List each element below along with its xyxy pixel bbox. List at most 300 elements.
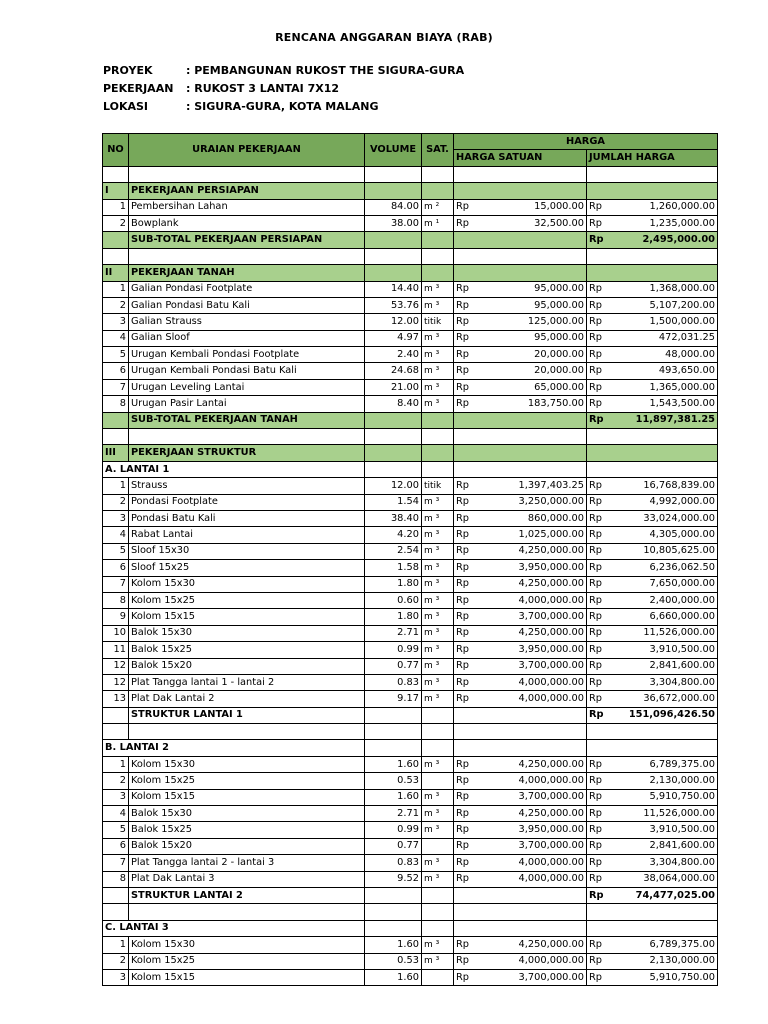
price-currency: Rp	[454, 658, 487, 674]
total-price: 1,500,000.00	[620, 314, 718, 330]
sat-cell	[422, 904, 454, 920]
item-volume: 1.60	[365, 969, 422, 985]
unit-price: 15,000.00	[487, 199, 587, 215]
subtotal-label: SUB-TOTAL PEKERJAAN PERSIAPAN	[129, 232, 365, 248]
total-currency: Rp	[587, 297, 620, 313]
volume-cell	[365, 707, 422, 723]
subtotal-amount: 151,096,426.50	[620, 707, 718, 723]
item-row	[103, 674, 718, 690]
item-number: 8	[103, 592, 129, 608]
total-cell	[587, 461, 718, 477]
sat-cell	[422, 920, 454, 936]
total-currency: Rp	[587, 969, 620, 985]
item-description: Strauss	[129, 478, 365, 494]
header-volume: VOLUME	[365, 134, 422, 167]
item-description: Balok 15x20	[129, 658, 365, 674]
volume-cell	[365, 166, 422, 182]
item-number: 5	[103, 822, 129, 838]
item-unit: m ³	[422, 592, 454, 608]
rab-body	[103, 166, 718, 986]
price-currency: Rp	[454, 756, 487, 772]
item-unit	[422, 969, 454, 985]
item-volume: 0.99	[365, 822, 422, 838]
item-unit: m ³	[422, 937, 454, 953]
item-description: Plat Tangga lantai 2 - lantai 3	[129, 855, 365, 871]
item-description: Kolom 15x15	[129, 609, 365, 625]
item-number: 12	[103, 658, 129, 674]
item-volume: 12.00	[365, 478, 422, 494]
item-volume: 1.58	[365, 560, 422, 576]
total-currency: Rp	[587, 937, 620, 953]
price-currency: Rp	[454, 855, 487, 871]
item-description: Urugan Kembali Pondasi Footplate	[129, 347, 365, 363]
item-unit: m ³	[422, 691, 454, 707]
price-cell	[454, 232, 587, 248]
item-unit: m ³	[422, 625, 454, 641]
item-volume: 21.00	[365, 379, 422, 395]
header-harga: HARGA	[454, 134, 718, 150]
total-price: 4,992,000.00	[620, 494, 718, 510]
unit-price: 4,000,000.00	[487, 871, 587, 887]
price-currency: Rp	[454, 691, 487, 707]
item-unit: m ³	[422, 396, 454, 412]
total-price: 16,768,839.00	[620, 478, 718, 494]
total-cell	[587, 445, 718, 461]
item-description: Urugan Leveling Lantai	[129, 379, 365, 395]
item-unit: m ³	[422, 363, 454, 379]
item-description: Rabat Lantai	[129, 527, 365, 543]
price-cell	[454, 920, 587, 936]
item-number: 3	[103, 969, 129, 985]
item-row	[103, 592, 718, 608]
item-number: 1	[103, 281, 129, 297]
item-number: 2	[103, 953, 129, 969]
unit-price: 183,750.00	[487, 396, 587, 412]
total-price: 5,910,750.00	[620, 969, 718, 985]
price-cell	[454, 429, 587, 445]
price-cell	[454, 904, 587, 920]
total-currency: Rp	[587, 625, 620, 641]
header-jumlah-harga: JUMLAH HARGA	[587, 150, 718, 166]
price-currency: Rp	[454, 838, 487, 854]
item-description: Plat Dak Lantai 3	[129, 871, 365, 887]
item-volume: 9.52	[365, 871, 422, 887]
price-cell	[454, 445, 587, 461]
total-price: 6,789,375.00	[620, 937, 718, 953]
sat-cell	[422, 232, 454, 248]
total-price: 33,024,000.00	[620, 510, 718, 526]
no-cell	[103, 412, 129, 428]
item-description: Urugan Kembali Pondasi Batu Kali	[129, 363, 365, 379]
total-cell	[587, 248, 718, 264]
group-title: C. LANTAI 3	[103, 920, 365, 936]
total-currency: Rp	[587, 527, 620, 543]
item-description: Kolom 15x15	[129, 969, 365, 985]
item-row	[103, 576, 718, 592]
item-unit: m ³	[422, 806, 454, 822]
unit-price: 4,000,000.00	[487, 691, 587, 707]
price-currency: Rp	[454, 576, 487, 592]
item-row	[103, 379, 718, 395]
price-currency: Rp	[454, 806, 487, 822]
total-price: 3,910,500.00	[620, 822, 718, 838]
item-number: 5	[103, 543, 129, 559]
subtotal-amount: 11,897,381.25	[620, 412, 718, 428]
item-description: Galian Strauss	[129, 314, 365, 330]
unit-price: 860,000.00	[487, 510, 587, 526]
volume-cell	[365, 232, 422, 248]
item-volume: 0.60	[365, 592, 422, 608]
item-description: Galian Sloof	[129, 330, 365, 346]
unit-price: 3,700,000.00	[487, 658, 587, 674]
volume-cell	[365, 445, 422, 461]
total-currency: Rp	[587, 560, 620, 576]
price-currency: Rp	[454, 674, 487, 690]
item-unit: m ³	[422, 527, 454, 543]
unit-price: 3,950,000.00	[487, 822, 587, 838]
item-unit: m ³	[422, 576, 454, 592]
subtotal-row	[103, 707, 718, 723]
total-currency: Rp	[587, 756, 620, 772]
price-currency: Rp	[454, 871, 487, 887]
price-cell	[454, 707, 587, 723]
total-currency: Rp	[587, 510, 620, 526]
total-price: 1,543,500.00	[620, 396, 718, 412]
item-volume: 0.83	[365, 674, 422, 690]
item-unit: m ³	[422, 560, 454, 576]
item-number: 2	[103, 773, 129, 789]
item-volume: 2.71	[365, 806, 422, 822]
unit-price: 4,000,000.00	[487, 773, 587, 789]
item-volume: 14.40	[365, 281, 422, 297]
total-currency: Rp	[587, 691, 620, 707]
item-unit	[422, 773, 454, 789]
total-currency: Rp	[587, 592, 620, 608]
item-description: Kolom 15x25	[129, 773, 365, 789]
desc-cell	[129, 166, 365, 182]
price-currency: Rp	[454, 494, 487, 510]
section-title: PEKERJAAN PERSIAPAN	[129, 183, 365, 199]
price-currency: Rp	[454, 789, 487, 805]
total-price: 1,235,000.00	[620, 215, 718, 231]
item-description: Galian Pondasi Footplate	[129, 281, 365, 297]
item-row	[103, 855, 718, 871]
item-description: Pembersihan Lahan	[129, 199, 365, 215]
total-currency: Rp	[587, 642, 620, 658]
total-currency: Rp	[587, 838, 620, 854]
price-cell	[454, 887, 587, 903]
item-description: Balok 15x25	[129, 822, 365, 838]
sat-cell	[422, 707, 454, 723]
item-number: 4	[103, 806, 129, 822]
volume-cell	[365, 183, 422, 199]
unit-price: 4,250,000.00	[487, 625, 587, 641]
item-row	[103, 953, 718, 969]
unit-price: 4,000,000.00	[487, 592, 587, 608]
total-price: 2,130,000.00	[620, 953, 718, 969]
price-currency: Rp	[454, 642, 487, 658]
price-currency: Rp	[454, 363, 487, 379]
subtotal-label: SUB-TOTAL PEKERJAAN TANAH	[129, 412, 365, 428]
total-currency: Rp	[587, 855, 620, 871]
total-price: 6,789,375.00	[620, 756, 718, 772]
price-cell	[454, 265, 587, 281]
info-label: LOKASI	[103, 100, 149, 113]
item-unit: titik	[422, 478, 454, 494]
blank-row	[103, 166, 718, 182]
item-row	[103, 199, 718, 215]
info-label: PEKERJAAN	[103, 82, 174, 95]
section-row	[103, 265, 718, 281]
unit-price: 20,000.00	[487, 363, 587, 379]
no-cell	[103, 707, 129, 723]
header-sat: SAT.	[422, 134, 454, 167]
unit-price: 4,000,000.00	[487, 953, 587, 969]
total-price: 2,841,600.00	[620, 658, 718, 674]
sat-cell	[422, 183, 454, 199]
no-cell	[103, 904, 129, 920]
total-price: 11,526,000.00	[620, 806, 718, 822]
sat-cell	[422, 412, 454, 428]
total-price: 2,130,000.00	[620, 773, 718, 789]
item-number: 12	[103, 674, 129, 690]
unit-price: 95,000.00	[487, 297, 587, 313]
item-unit: m ³	[422, 379, 454, 395]
total-price: 2,400,000.00	[620, 592, 718, 608]
item-row	[103, 347, 718, 363]
item-description: Plat Dak Lantai 2	[129, 691, 365, 707]
item-description: Kolom 15x15	[129, 789, 365, 805]
header-no: NO	[103, 134, 129, 167]
volume-cell	[365, 724, 422, 740]
item-row	[103, 937, 718, 953]
item-volume: 1.80	[365, 609, 422, 625]
item-row	[103, 314, 718, 330]
total-currency: Rp	[587, 543, 620, 559]
total-currency: Rp	[587, 789, 620, 805]
item-row	[103, 822, 718, 838]
unit-price: 3,950,000.00	[487, 560, 587, 576]
price-cell	[454, 166, 587, 182]
item-unit: m ³	[422, 789, 454, 805]
item-unit: m ³	[422, 281, 454, 297]
volume-cell	[365, 740, 422, 756]
total-currency: Rp	[587, 494, 620, 510]
unit-price: 4,250,000.00	[487, 543, 587, 559]
subtotal-currency: Rp	[587, 232, 620, 248]
price-currency: Rp	[454, 937, 487, 953]
total-cell	[587, 429, 718, 445]
item-number: 3	[103, 789, 129, 805]
subtotal-currency: Rp	[587, 707, 620, 723]
info-label: PROYEK	[103, 64, 153, 77]
total-currency: Rp	[587, 576, 620, 592]
total-currency: Rp	[587, 363, 620, 379]
sat-cell	[422, 445, 454, 461]
item-number: 8	[103, 871, 129, 887]
unit-price: 95,000.00	[487, 281, 587, 297]
total-price: 11,526,000.00	[620, 625, 718, 641]
item-description: Balok 15x30	[129, 625, 365, 641]
sat-cell	[422, 166, 454, 182]
total-cell	[587, 183, 718, 199]
item-number: 11	[103, 642, 129, 658]
price-currency: Rp	[454, 953, 487, 969]
item-volume: 0.99	[365, 642, 422, 658]
item-volume: 24.68	[365, 363, 422, 379]
subtotal-label: STRUKTUR LANTAI 2	[129, 887, 365, 903]
total-price: 6,660,000.00	[620, 609, 718, 625]
total-price: 493,650.00	[620, 363, 718, 379]
item-unit: m ¹	[422, 215, 454, 231]
item-row	[103, 789, 718, 805]
unit-price: 3,700,000.00	[487, 838, 587, 854]
item-number: 2	[103, 494, 129, 510]
total-price: 1,365,000.00	[620, 379, 718, 395]
total-price: 36,672,000.00	[620, 691, 718, 707]
item-number: 1	[103, 478, 129, 494]
total-cell	[587, 265, 718, 281]
volume-cell	[365, 904, 422, 920]
item-number: 6	[103, 838, 129, 854]
item-unit	[422, 838, 454, 854]
volume-cell	[365, 461, 422, 477]
item-volume: 4.97	[365, 330, 422, 346]
blank-row	[103, 904, 718, 920]
total-currency: Rp	[587, 199, 620, 215]
item-description: Balok 15x25	[129, 642, 365, 658]
total-currency: Rp	[587, 822, 620, 838]
price-currency: Rp	[454, 347, 487, 363]
total-price: 10,805,625.00	[620, 543, 718, 559]
item-row	[103, 691, 718, 707]
item-volume: 0.53	[365, 773, 422, 789]
total-currency: Rp	[587, 674, 620, 690]
total-currency: Rp	[587, 806, 620, 822]
volume-cell	[365, 887, 422, 903]
item-unit: m ³	[422, 609, 454, 625]
total-price: 38,064,000.00	[620, 871, 718, 887]
no-cell	[103, 887, 129, 903]
unit-price: 4,250,000.00	[487, 576, 587, 592]
item-unit: m ³	[422, 953, 454, 969]
item-unit: m ²	[422, 199, 454, 215]
info-value: : PEMBANGUNAN RUKOST THE SIGURA-GURA	[186, 64, 465, 77]
unit-price: 3,700,000.00	[487, 969, 587, 985]
price-currency: Rp	[454, 510, 487, 526]
desc-cell	[129, 724, 365, 740]
sat-cell	[422, 887, 454, 903]
blank-row	[103, 724, 718, 740]
price-currency: Rp	[454, 592, 487, 608]
unit-price: 4,250,000.00	[487, 806, 587, 822]
price-cell	[454, 412, 587, 428]
group-title: A. LANTAI 1	[103, 461, 365, 477]
total-price: 2,841,600.00	[620, 838, 718, 854]
total-currency: Rp	[587, 609, 620, 625]
price-cell	[454, 724, 587, 740]
price-currency: Rp	[454, 527, 487, 543]
item-row	[103, 560, 718, 576]
item-row	[103, 281, 718, 297]
total-price: 5,107,200.00	[620, 297, 718, 313]
item-row	[103, 871, 718, 887]
item-description: Pondasi Footplate	[129, 494, 365, 510]
sat-cell	[422, 248, 454, 264]
no-cell	[103, 248, 129, 264]
item-volume: 12.00	[365, 314, 422, 330]
total-price: 4,305,000.00	[620, 527, 718, 543]
unit-price: 65,000.00	[487, 379, 587, 395]
item-description: Sloof 15x30	[129, 543, 365, 559]
total-price: 3,304,800.00	[620, 855, 718, 871]
unit-price: 20,000.00	[487, 347, 587, 363]
item-volume: 2.40	[365, 347, 422, 363]
item-row	[103, 396, 718, 412]
total-cell	[587, 904, 718, 920]
price-currency: Rp	[454, 478, 487, 494]
item-number: 3	[103, 510, 129, 526]
unit-price: 3,700,000.00	[487, 609, 587, 625]
item-number: 1	[103, 937, 129, 953]
item-volume: 1.60	[365, 789, 422, 805]
total-cell	[587, 920, 718, 936]
no-cell	[103, 724, 129, 740]
item-number: 7	[103, 855, 129, 871]
total-currency: Rp	[587, 215, 620, 231]
subtotal-currency: Rp	[587, 887, 620, 903]
desc-cell	[129, 904, 365, 920]
item-unit: m ³	[422, 855, 454, 871]
total-currency: Rp	[587, 347, 620, 363]
item-unit: m ³	[422, 642, 454, 658]
total-currency: Rp	[587, 658, 620, 674]
item-description: Pondasi Batu Kali	[129, 510, 365, 526]
group-title: B. LANTAI 2	[103, 740, 365, 756]
item-description: Kolom 15x25	[129, 592, 365, 608]
item-unit: m ³	[422, 494, 454, 510]
price-currency: Rp	[454, 396, 487, 412]
group-row	[103, 740, 718, 756]
item-volume: 1.80	[365, 576, 422, 592]
group-row	[103, 920, 718, 936]
item-row	[103, 510, 718, 526]
subtotal-amount: 74,477,025.00	[620, 887, 718, 903]
item-row	[103, 806, 718, 822]
no-cell	[103, 232, 129, 248]
header-harga-satuan: HARGA SATUAN	[454, 150, 587, 166]
price-currency: Rp	[454, 773, 487, 789]
subtotal-row	[103, 412, 718, 428]
subtotal-currency: Rp	[587, 412, 620, 428]
total-price: 5,910,750.00	[620, 789, 718, 805]
item-description: Plat Tangga lantai 1 - lantai 2	[129, 674, 365, 690]
unit-price: 4,250,000.00	[487, 937, 587, 953]
total-price: 6,236,062.50	[620, 560, 718, 576]
item-row	[103, 543, 718, 559]
header-row-1	[103, 134, 718, 150]
item-unit: m ³	[422, 297, 454, 313]
item-unit: m ³	[422, 510, 454, 526]
blank-row	[103, 248, 718, 264]
item-number: 9	[103, 609, 129, 625]
item-number: 10	[103, 625, 129, 641]
item-volume: 38.00	[365, 215, 422, 231]
price-cell	[454, 461, 587, 477]
price-currency: Rp	[454, 314, 487, 330]
unit-price: 32,500.00	[487, 215, 587, 231]
item-description: Sloof 15x25	[129, 560, 365, 576]
